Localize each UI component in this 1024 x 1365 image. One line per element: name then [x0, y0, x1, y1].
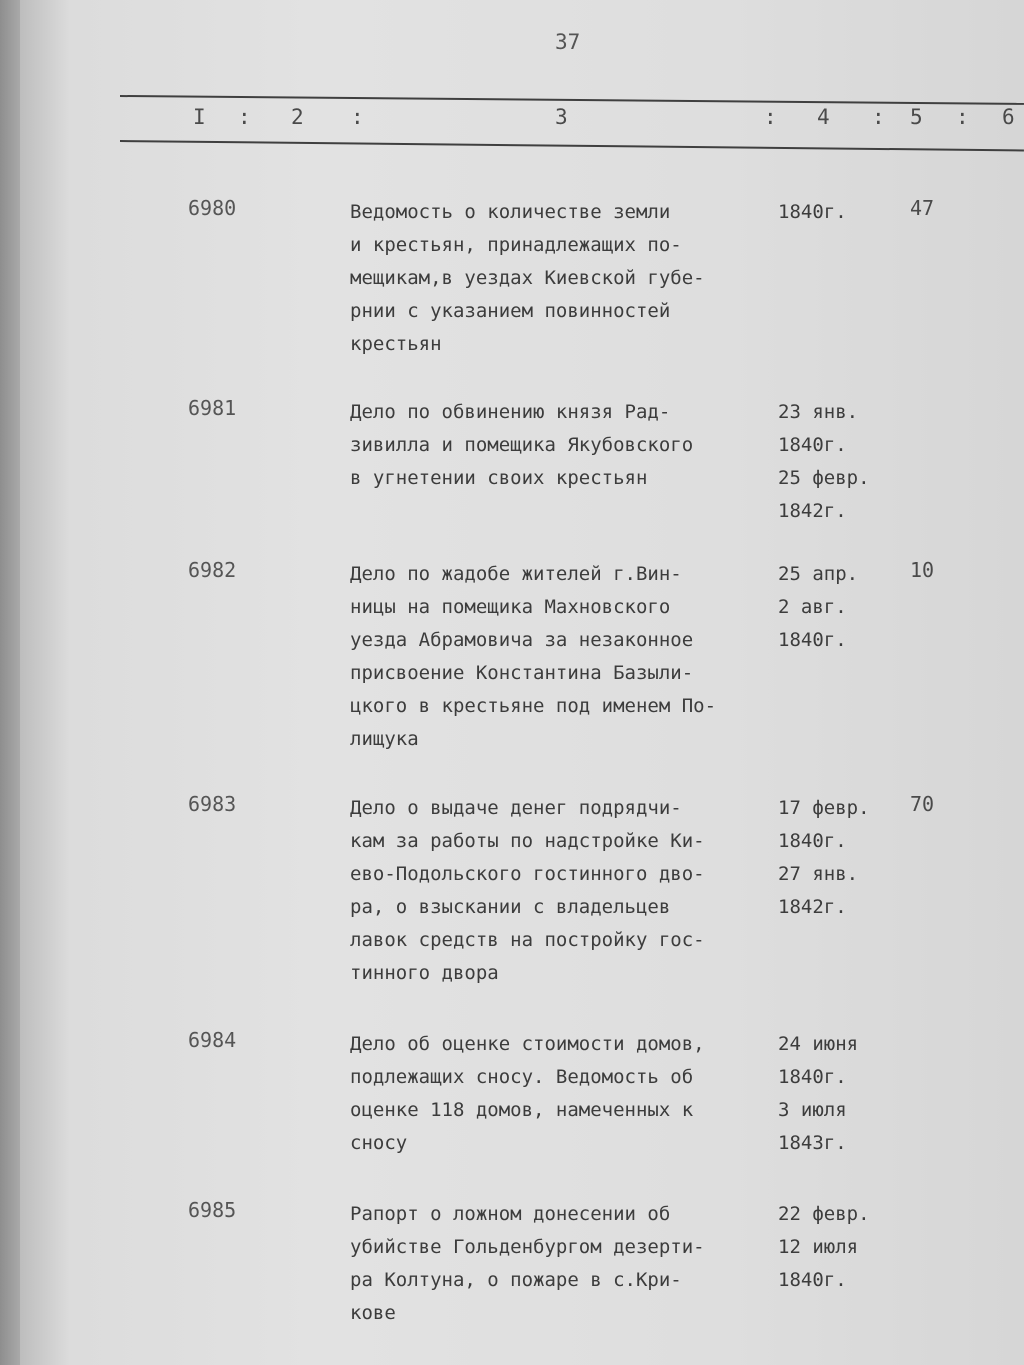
- entry-date-line: 1840г.: [778, 629, 847, 651]
- entry-title: [350, 1198, 790, 1330]
- entry-sheets: 70: [910, 792, 935, 816]
- entry-sheets: 10: [910, 558, 935, 582]
- entry-dates: [778, 558, 858, 657]
- entry-title-line: убийстве Гольденбургом дезерти-: [350, 1236, 705, 1258]
- entry-date-line: 24 июня: [778, 1033, 859, 1055]
- entry-title-line: кам за работы по надстройке Ки-: [350, 830, 705, 852]
- entry-title-line: цкого в крестьяне под именем По-: [350, 695, 717, 717]
- entry-title-line: в угнетении своих крестьян: [350, 467, 648, 489]
- entry-title-line: Дело по жадобе жителей г.Вин-: [350, 563, 682, 585]
- entry-number: 6983: [188, 792, 237, 816]
- header-rule-bottom: [120, 140, 1024, 151]
- entry-title-line: присвоение Константина Базыли-: [350, 662, 694, 684]
- entry-date-line: 25 апр.: [778, 563, 859, 585]
- entry-title-line: ницы на помещика Махновского: [350, 596, 671, 618]
- entry-date-line: 3 июля: [778, 1099, 847, 1121]
- entry-title: [350, 558, 790, 756]
- entry-number: 6984: [188, 1028, 237, 1052]
- entry-title-line: крестьян: [350, 333, 442, 355]
- entry-title-line: рнии с указанием повинностей: [350, 300, 671, 322]
- column-header-1: I: [193, 105, 206, 129]
- entry-date-line: 1842г.: [778, 500, 847, 522]
- column-header-2: 2: [291, 105, 304, 129]
- column-header-6: 6: [1002, 105, 1015, 129]
- entry-number: 6981: [188, 396, 237, 420]
- entry-title: [350, 396, 790, 495]
- binding-edge: [0, 0, 20, 1365]
- entry-title-line: мещикам,в уездах Киевской губе-: [350, 267, 705, 289]
- entry-number: 6985: [188, 1198, 237, 1222]
- column-header-5: 5: [910, 105, 923, 129]
- column-header-4: 4: [817, 105, 830, 129]
- entry-title-line: тинного двора: [350, 962, 499, 984]
- entry-title-line: Ведомость о количестве земли: [350, 201, 671, 223]
- entry-title-line: сносу: [350, 1132, 408, 1154]
- entry-title: [350, 196, 790, 361]
- entry-dates: [778, 792, 870, 924]
- entry-date-line: 1840г.: [778, 201, 847, 223]
- entry-title-line: зивилла и помещика Якубовского: [350, 434, 694, 456]
- entry-date-line: 12 июля: [778, 1236, 859, 1258]
- column-separator: :: [764, 105, 777, 129]
- entry-title-line: подлежащих сносу. Ведомость об: [350, 1066, 694, 1088]
- header-rule-top: [120, 95, 1024, 105]
- entry-title: [350, 792, 790, 990]
- entry-dates: [778, 1198, 870, 1297]
- entry-title-line: ево-Подольского гостинного дво-: [350, 863, 705, 885]
- entry-title-line: лищука: [350, 728, 419, 750]
- entry-dates: [778, 396, 870, 528]
- column-separator: :: [956, 105, 969, 129]
- entry-date-line: 22 февр.: [778, 1203, 870, 1225]
- entry-date-line: 1840г.: [778, 1269, 847, 1291]
- entry-title-line: Дело об оценке стоимости домов,: [350, 1033, 705, 1055]
- entry-title-line: уезда Абрамовича за незаконное: [350, 629, 694, 651]
- entry-title-line: ра, о взыскании с владельцев: [350, 896, 671, 918]
- entry-date-line: 23 янв.: [778, 401, 859, 423]
- entry-date-line: 1840г.: [778, 434, 847, 456]
- entry-title-line: лавок средств на постройку гос-: [350, 929, 705, 951]
- column-separator: :: [351, 105, 364, 129]
- entry-title-line: Дело по обвинению князя Рад-: [350, 401, 671, 423]
- entry-date-line: 2 авг.: [778, 596, 847, 618]
- entry-date-line: 17 февр.: [778, 797, 870, 819]
- entry-sheets: 47: [910, 196, 935, 220]
- entry-date-line: 25 февр.: [778, 467, 870, 489]
- entry-date-line: 1840г.: [778, 830, 847, 852]
- entry-date-line: 1842г.: [778, 896, 847, 918]
- entry-title-line: Дело о выдаче денег подрядчи-: [350, 797, 682, 819]
- entry-title-line: оценке 118 домов, намеченных к: [350, 1099, 694, 1121]
- column-separator: :: [872, 105, 885, 129]
- entry-date-line: 27 янв.: [778, 863, 859, 885]
- entry-number: 6982: [188, 558, 237, 582]
- entry-dates: [778, 196, 847, 229]
- entry-title-line: и крестьян, принадлежащих по-: [350, 234, 682, 256]
- column-separator: :: [238, 105, 251, 129]
- entry-title-line: кове: [350, 1302, 396, 1324]
- entry-title-line: Рапорт о ложном донесении об: [350, 1203, 671, 1225]
- page-number: 37: [555, 30, 581, 54]
- entry-dates: [778, 1028, 858, 1160]
- entry-date-line: 1843г.: [778, 1132, 847, 1154]
- column-header-3: 3: [555, 105, 568, 129]
- archive-inventory-page: [20, 0, 1024, 1365]
- entry-title-line: ра Колтуна, о пожаре в с.Кри-: [350, 1269, 682, 1291]
- entry-title: [350, 1028, 790, 1160]
- entry-number: 6980: [188, 196, 237, 220]
- entry-date-line: 1840г.: [778, 1066, 847, 1088]
